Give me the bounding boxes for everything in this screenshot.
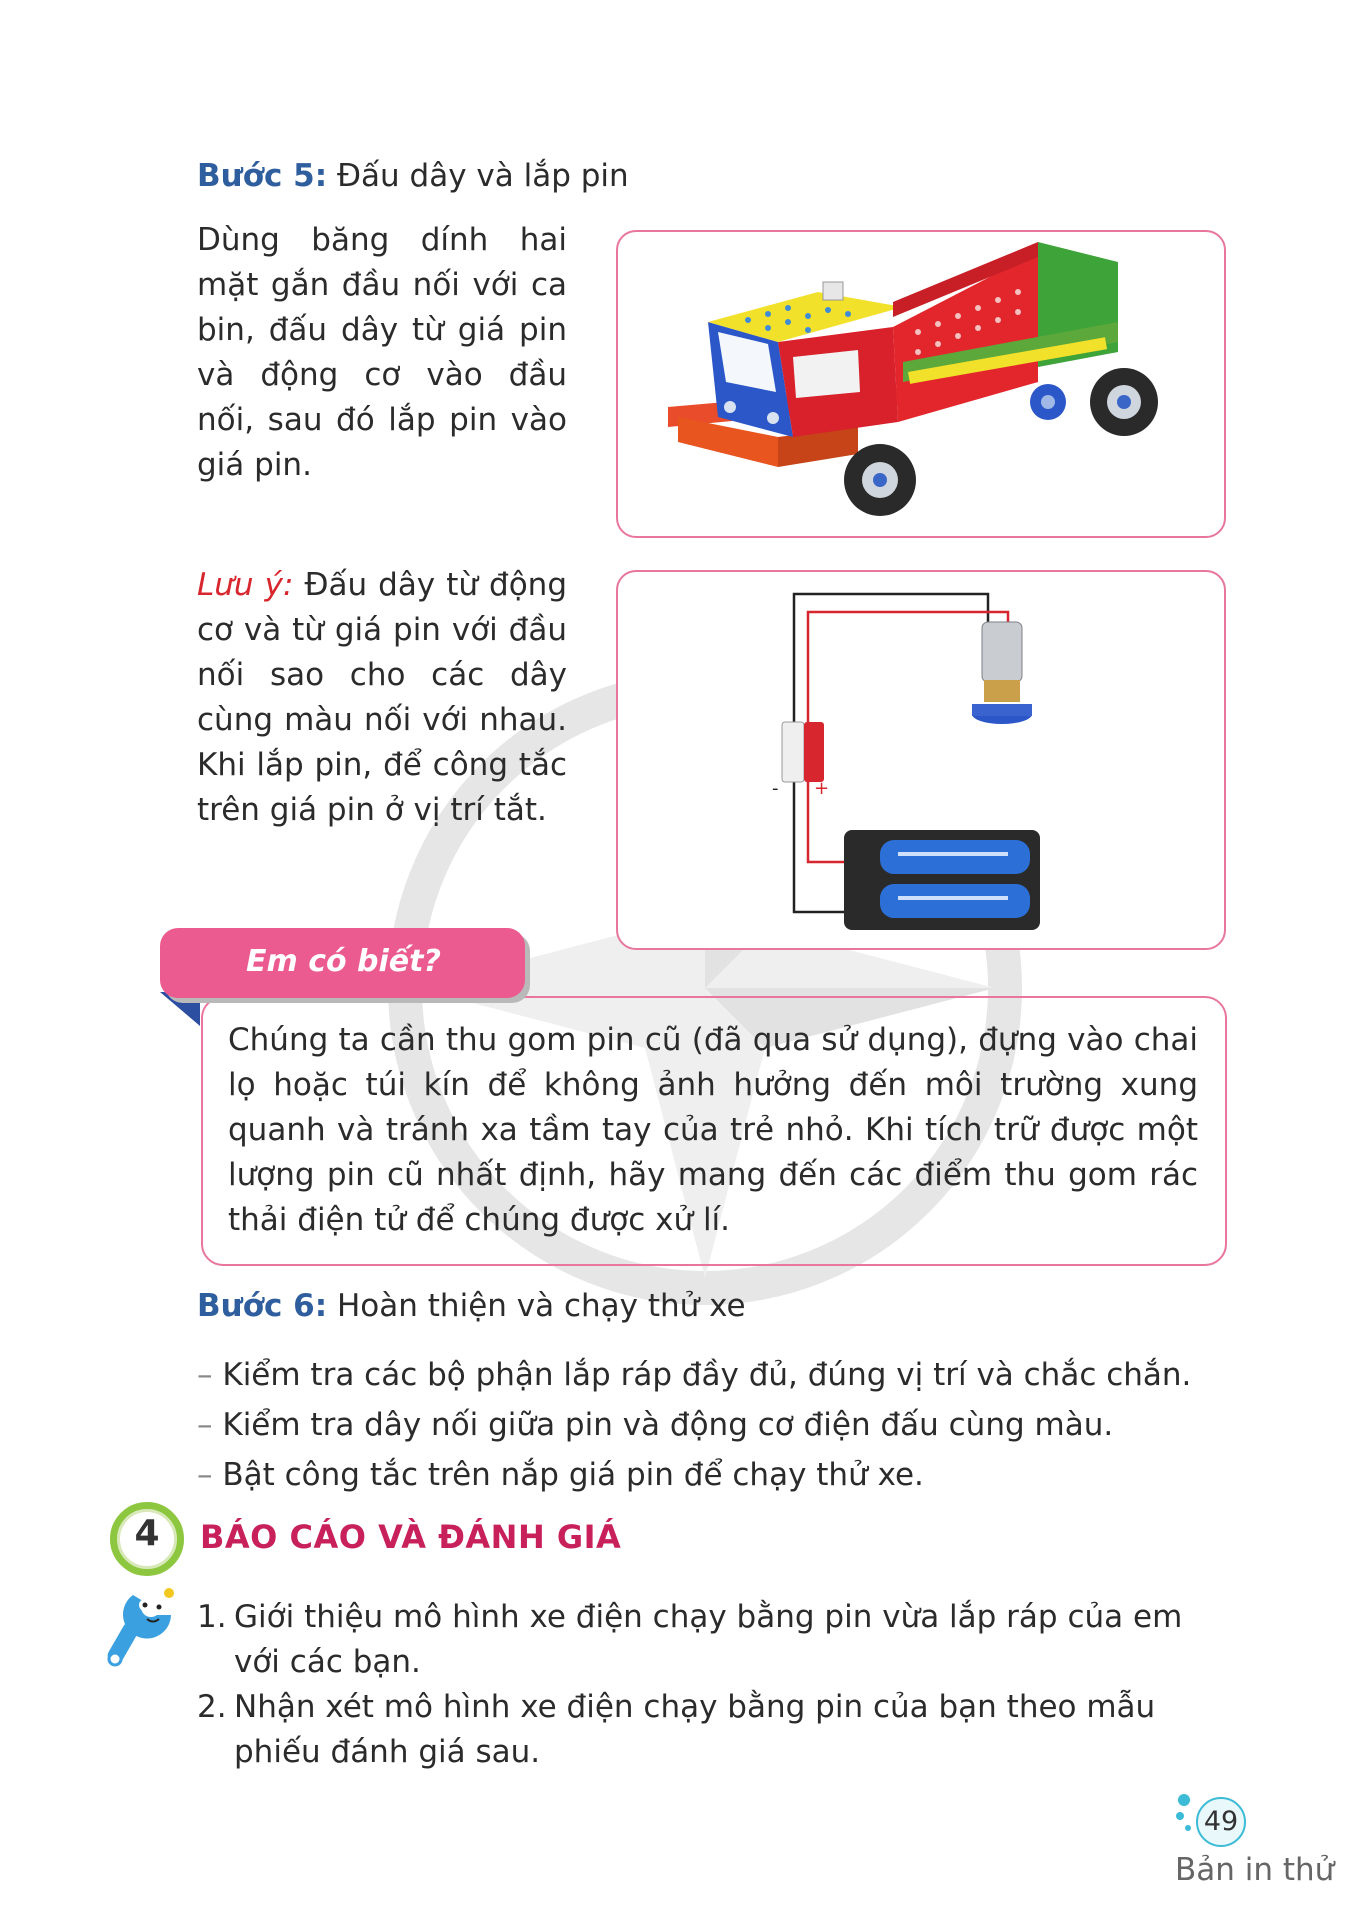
step6-label: Bước 6: [197,1288,328,1324]
page-number: 49 [1203,1806,1239,1837]
step6-text: Hoàn thiện và chạy thử xe [337,1288,746,1324]
step6-heading [197,1288,746,1324]
section-title: BÁO CÁO VÀ ĐÁNH GIÁ [200,1518,622,1556]
did-you-know-text: Chúng ta cần thu gom pin cũ (đã qua sử dụng), đựng vào chai lọ hoặc túi kín để không ảnh hưởng đến môi trường xung quanh và tránh xa tầm tay của trẻ nhỏ. Khi tích trữ được một lượng pin cũ nhất định, hãy mang đến các điểm thu gom rác thải điện tử để chúng được xử lí. [228,1022,1198,1238]
note-paragraph [197,563,567,833]
section-number-badge [110,1502,184,1576]
step5-text: Đấu dây và lắp pin [337,158,629,194]
battery-holder-icon [844,830,1040,930]
note-label: Lưu ý: [197,567,294,603]
step5-label: Bước 5: [197,158,328,194]
page-number-badge [1196,1797,1246,1847]
bullet-item: – Kiểm tra dây nối giữa pin và động cơ điện đấu cùng màu. [197,1407,1114,1443]
circuit-diagram [618,572,1224,948]
bullet-item: – Kiểm tra các bộ phận lắp ráp đầy đủ, đúng vị trí và chắc chắn. [197,1357,1192,1393]
section-number: 4 [134,1513,160,1554]
motor-icon [972,622,1032,724]
step5-body: Dùng băng dính hai mặt gắn đầu nối với ca bin, đấu dây từ giá pin và động cơ vào đầu nối, sau đó lắp pin vào giá pin. [197,222,567,483]
task-list [197,1595,1227,1775]
task-item: 2. Nhận xét mô hình xe điện chạy bằng pin của bạn theo mẫu phiếu đánh giá sau. [197,1689,1156,1770]
plus-sign: + [814,778,830,799]
circuit-figure-frame [616,570,1226,950]
minus-sign: - [772,778,779,799]
truck-illustration [618,232,1224,536]
did-you-know-tab [160,928,525,998]
bullet-item: – Bật công tắc trên nắp giá pin để chạy thử xe. [197,1457,924,1493]
note-text: Đấu dây từ động cơ và từ giá pin với đầu nối sao cho các dây cùng màu nối với nhau. Khi lắp pin, để công tắc trên giá pin ở vị trí tắt. [197,567,567,828]
wrench-mascot-icon [103,1585,183,1669]
draft-label: Bản in thử [1175,1852,1335,1888]
connector-icon [782,722,824,782]
step6-bullet-list [197,1350,1191,1500]
step5-heading [197,158,629,194]
truck-figure-frame [616,230,1226,538]
task-item: 1. Giới thiệu mô hình xe điện chạy bằng pin vừa lắp ráp của em với các bạn. [197,1599,1183,1680]
did-you-know-title: Em có biết? [246,944,441,979]
